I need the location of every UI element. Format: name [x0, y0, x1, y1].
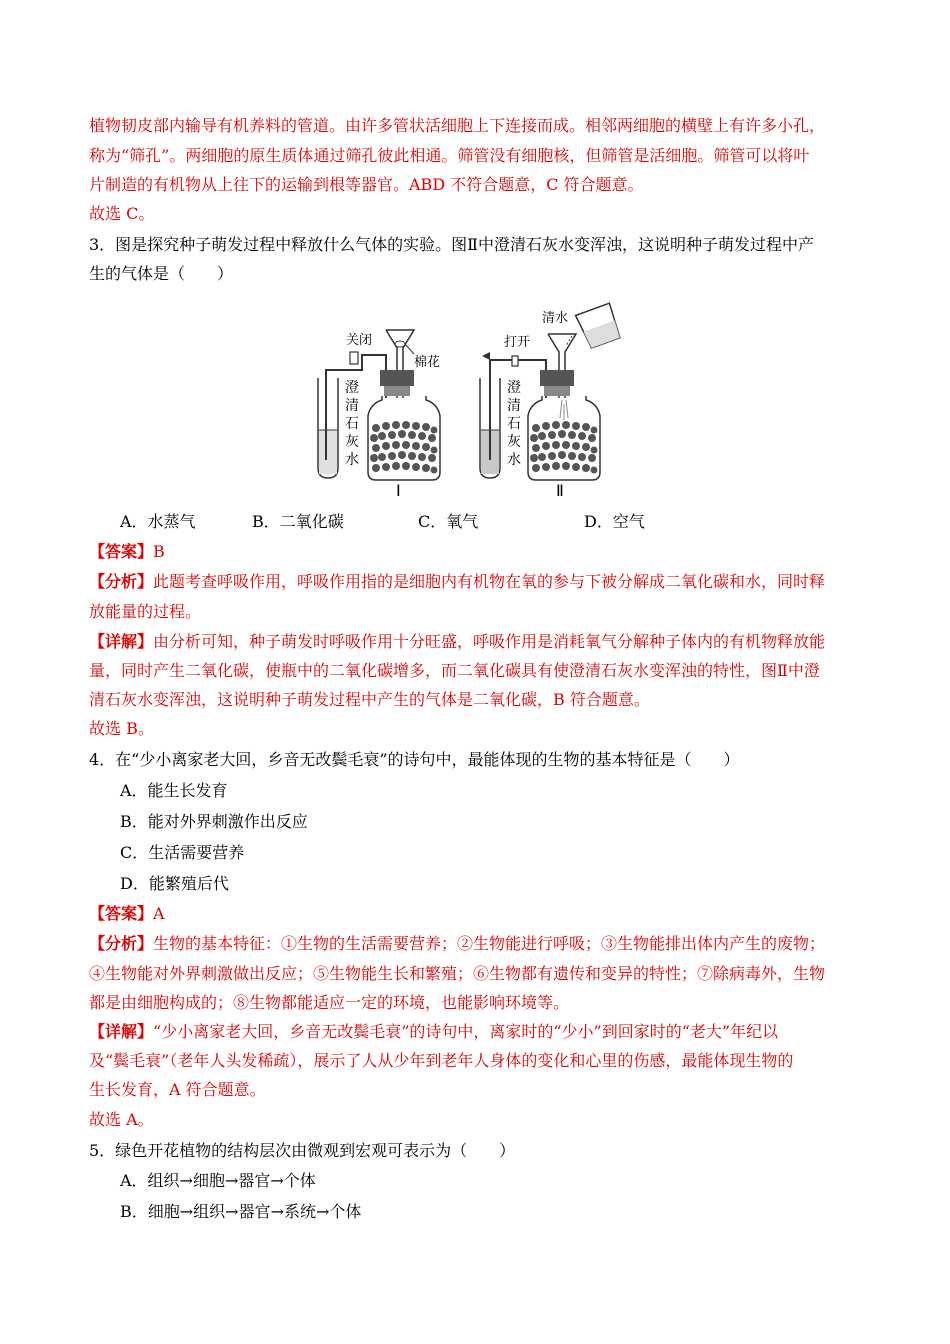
q4-detail-cont: 及“鬓毛衰”（老年人头发稀疏），展示了人从少年到老年人身体的变化和心里的伤感，最能体现生物的 [89, 1051, 794, 1070]
answer-value: A [153, 904, 165, 923]
q4-option-c: C．生活需要营养 [120, 843, 245, 862]
q5-option-b: B．细胞→组织→器官→系统→个体 [120, 1202, 362, 1221]
answer-value: B [153, 542, 165, 561]
lime-water-char: 灰 [507, 434, 521, 450]
lime-water-char: 水 [345, 452, 359, 468]
q3-option-c: C．氧气 [418, 512, 479, 531]
analysis-text: 此题考查呼吸作用，呼吸作用指的是细胞内有机物在氧的参与下被分解成二氧化碳和水，同时释 [153, 572, 826, 591]
q3-detail-cont: 清石灰水变浑浊，这说明种子萌发过程中产生的气体是二氧化碳，B 符合题意。 [89, 690, 650, 709]
prev-analysis-line: 片制造的有机物从上往下的运输到根等器官。ABD 不符合题意，C 符合题意。 [89, 175, 644, 194]
answer-tag: 【答案】 [89, 904, 154, 923]
detail-text: 由分析可知，种子萌发时呼吸作用十分旺盛，呼吸作用是消耗氧气分解种子体内的有机物释放能 [153, 632, 826, 651]
apparatus-ii [480, 303, 622, 500]
q5-option-a: A．组织→细胞→器官→个体 [120, 1171, 316, 1190]
detail-text: “少小离家老大回，乡音无改鬓毛衰”的诗句中，离家时的“少小”到回家时的“老大”年纪以 [153, 1022, 779, 1041]
q3-detail-cont: 量，同时产生二氧化碳，使瓶中的二氧化碳增多，而二氧化碳具有使澄清石灰水变浑浊的特性，图Ⅱ中澄 [89, 661, 820, 680]
q4-option-b: B．能对外界刺激作出反应 [120, 812, 308, 831]
lime-water-char: 澄 [345, 380, 359, 396]
q3-answer [89, 541, 165, 563]
q5-stem: 5．绿色开花植物的结构层次由微观到宏观可表示为（ ） [89, 1141, 516, 1160]
lime-water-char: 水 [507, 452, 521, 468]
q3-option-b: B．二氧化碳 [252, 512, 344, 531]
q4-analysis-cont: ④生物能对外界刺激做出反应；⑤生物能生长和繁殖；⑥生物都有遗传和变异的特性；⑦除病毒外，生物 [89, 964, 826, 983]
analysis-tag: 【分析】 [89, 934, 154, 953]
q3-experiment-figure [310, 300, 640, 500]
label-closed: 关闭 [346, 333, 373, 348]
q3-stem: 生的气体是（ ） [89, 264, 234, 283]
prev-analysis-line: 称为“筛孔”。两细胞的原生质体通过筛孔彼此相通。筛管没有细胞核，但筛管是活细胞。筛管可以将叶 [89, 146, 810, 165]
lime-water-char: 清 [507, 398, 521, 414]
lime-water-char: 澄 [507, 380, 521, 396]
prev-conclusion: 故选 C。 [89, 204, 155, 223]
q3-conclusion: 故选 B。 [89, 719, 154, 738]
q3-detail [89, 631, 825, 653]
lime-water-char: 石 [507, 416, 521, 432]
lime-water-char: 石 [345, 416, 359, 432]
analysis-text: 生物的基本特征：①生物的生活需要营养；②生物能进行呼吸；③生物能排出体内产生的废物； [153, 934, 826, 953]
q4-analysis [89, 933, 825, 955]
prev-analysis-line: 植物韧皮部内输导有机养料的管道。由许多管状活细胞上下连接而成。相邻两细胞的横壁上有许多小孔， [89, 116, 826, 135]
detail-tag: 【详解】 [89, 1022, 154, 1041]
q4-detail [89, 1021, 778, 1043]
q4-stem: 4．在“少小离家老大回，乡音无改鬓毛衰”的诗句中，最能体现的生物的基本特征是（ ） [89, 750, 740, 769]
q4-option-a: A．能生长发育 [120, 781, 228, 800]
label-water: 清水 [542, 311, 569, 326]
q3-analysis [89, 571, 825, 593]
q3-option-d: D．空气 [584, 512, 645, 531]
label-cotton: 棉花 [414, 355, 441, 370]
label-open: 打开 [504, 335, 531, 350]
analysis-tag: 【分析】 [89, 572, 154, 591]
answer-tag: 【答案】 [89, 542, 154, 561]
q3-analysis-cont: 放能量的过程。 [89, 602, 202, 621]
q4-analysis-cont: 都是由细胞构成的；⑧生物都能适应一定的环境，也能影响环境等。 [89, 993, 570, 1012]
lime-water-char: 灰 [345, 434, 359, 450]
q4-conclusion: 故选 A。 [89, 1110, 154, 1129]
detail-tag: 【详解】 [89, 632, 154, 651]
lime-water-char: 清 [345, 398, 359, 414]
q4-option-d: D．能繁殖后代 [120, 874, 229, 893]
q4-answer [89, 903, 165, 925]
q3-stem: 3．图是探究种子萌发过程中释放什么气体的实验。图Ⅱ中澄清石灰水变浑浊，这说明种子萌发过程中产 [89, 235, 815, 254]
q3-option-a: A．水蒸气 [120, 512, 196, 531]
apparatus-i [318, 330, 440, 500]
q4-detail-cont: 生长发育，A 符合题意。 [89, 1080, 266, 1099]
figure-label-i: Ⅰ [396, 481, 401, 500]
figure-label-ii: Ⅱ [556, 481, 564, 500]
